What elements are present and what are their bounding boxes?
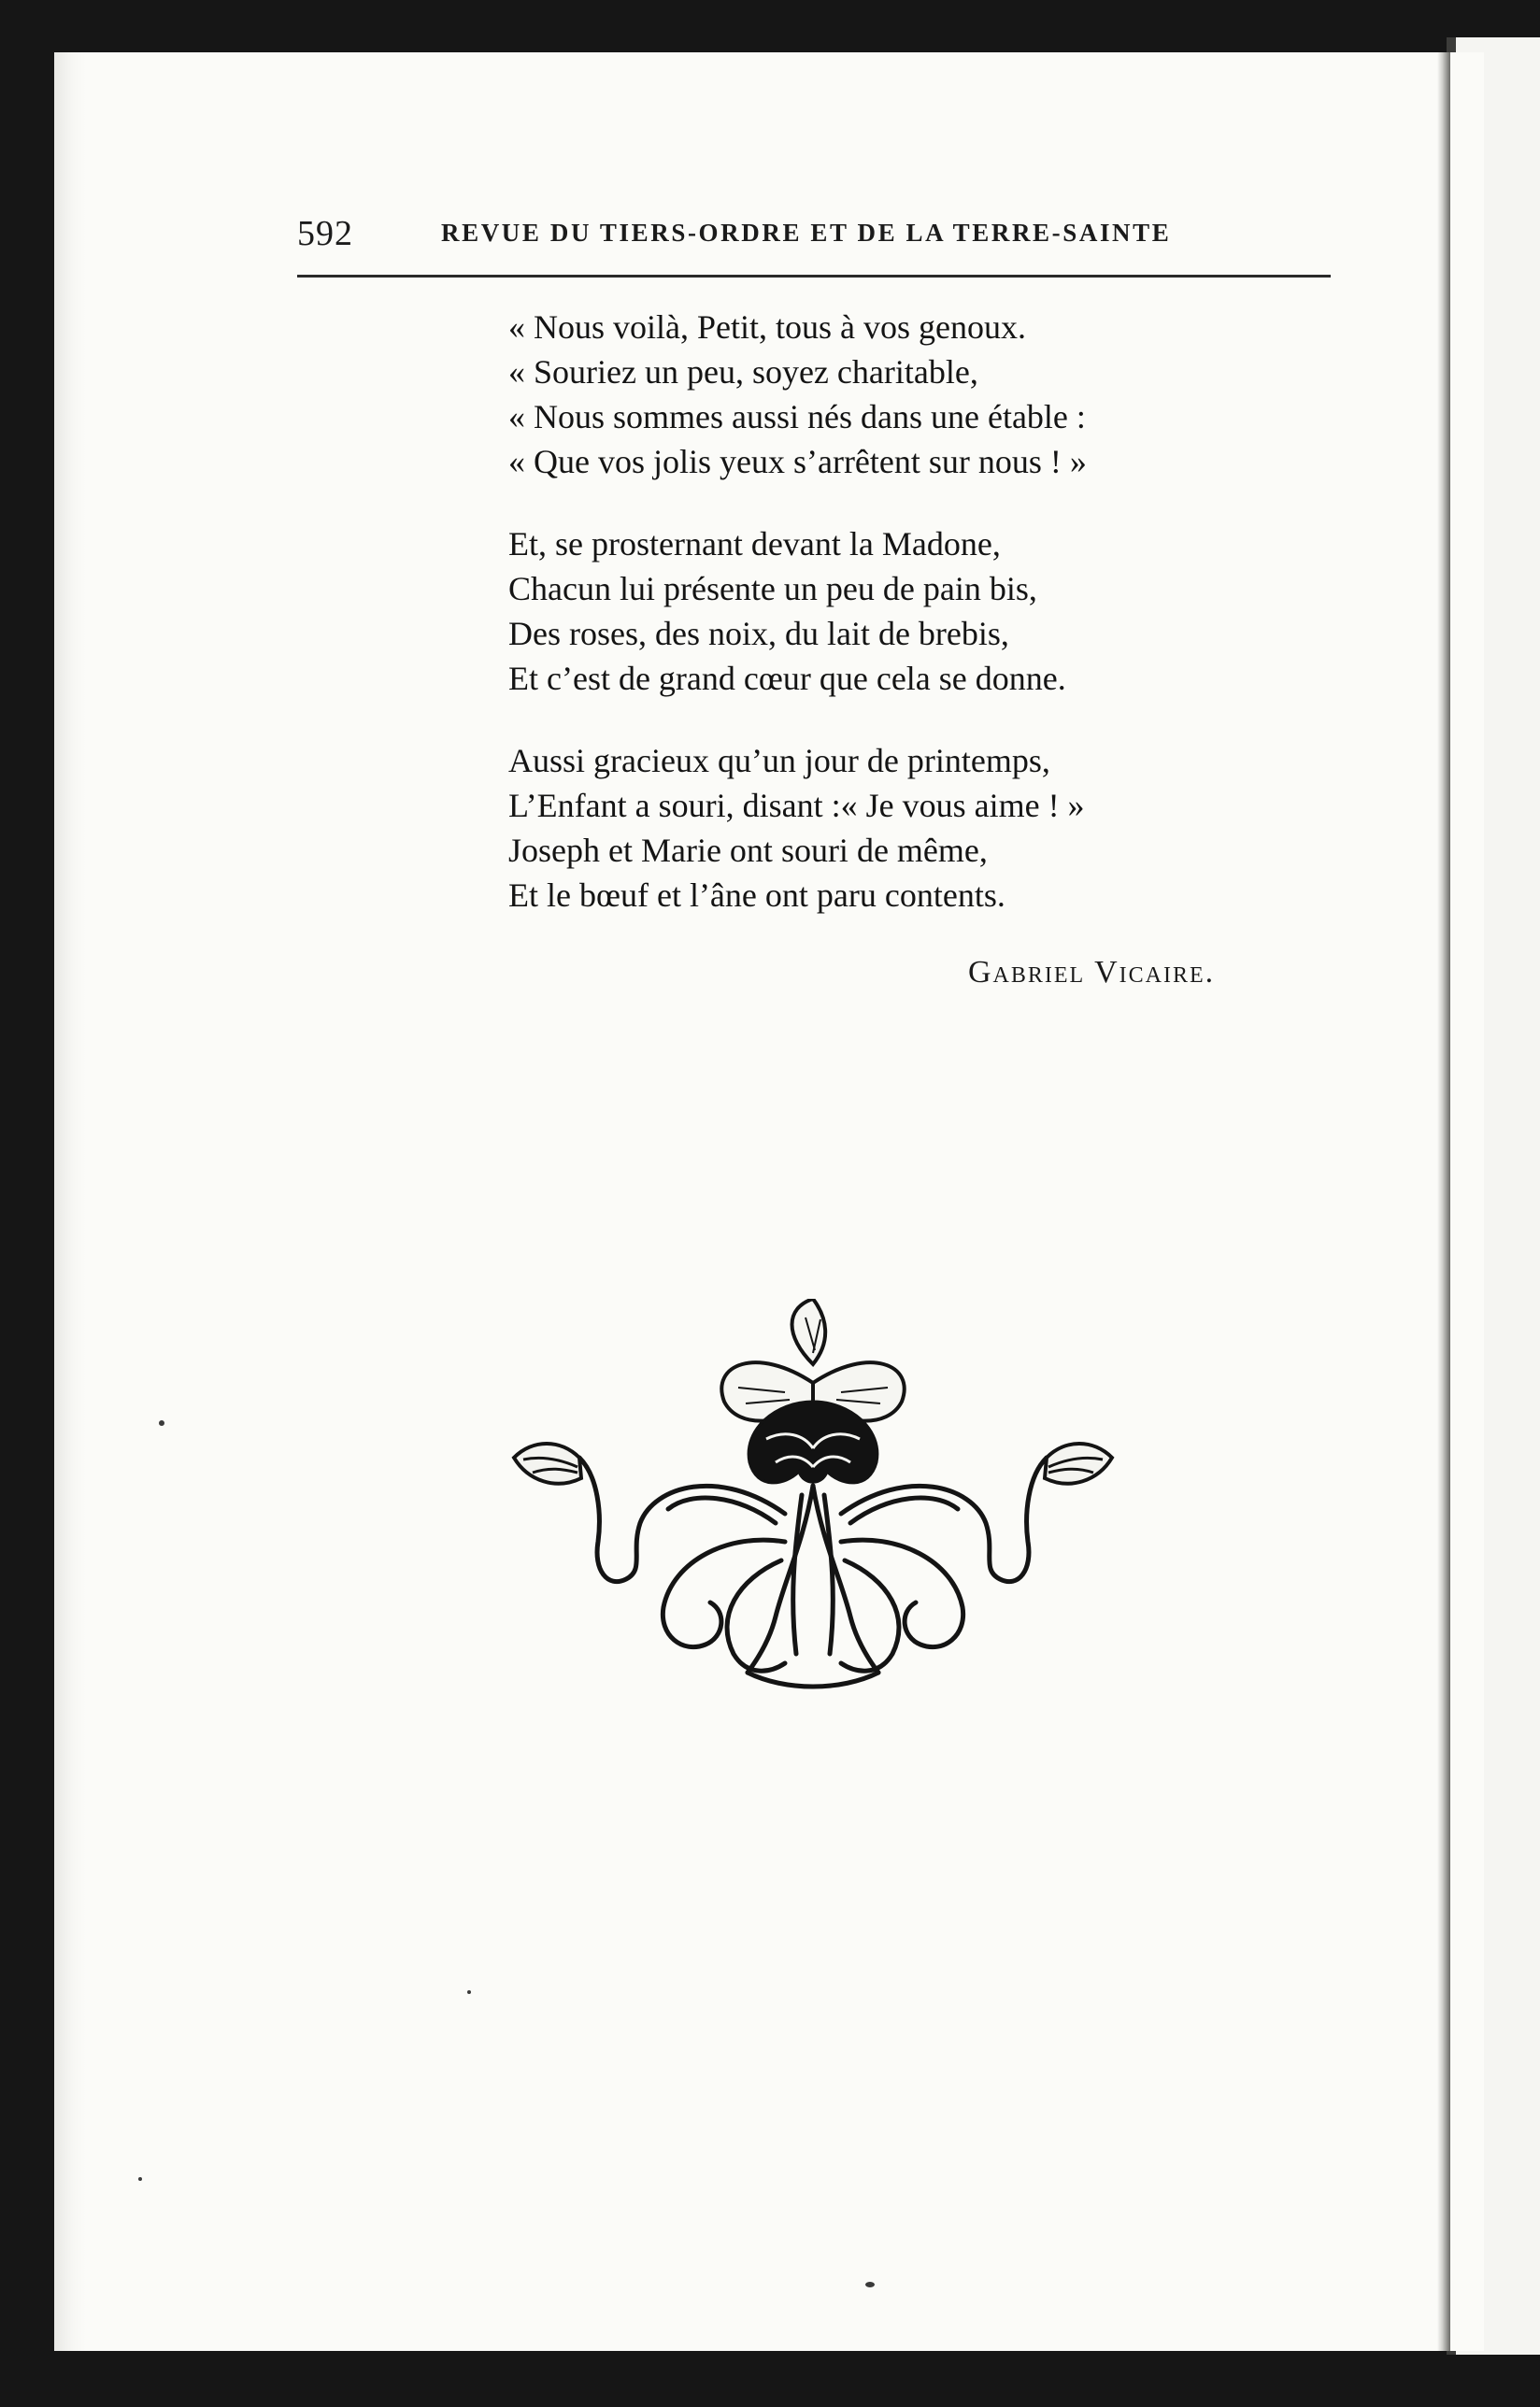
scan-speck (159, 1420, 164, 1426)
running-title: REVUE DU TIERS-ORDRE ET DE LA TERRE-SAINTE (441, 219, 1172, 247)
page-right-edge (1437, 52, 1450, 2351)
verse-line: Et le bœuf et l’âne ont paru contents. (508, 876, 1005, 914)
verse-line: « Nous sommes aussi nés dans une étable : (508, 398, 1086, 435)
stanza-2 (508, 521, 1275, 701)
verse-line: Aussi gracieux qu’un jour de printemps, (508, 742, 1050, 779)
page-number: 592 (297, 214, 353, 253)
page-left-edge (54, 52, 86, 2351)
stanza-3 (508, 738, 1275, 918)
header-rule (297, 275, 1331, 278)
verse-line: Et, se prosternant devant la Madone, (508, 525, 1001, 563)
verse-line: L’Enfant a souri, disant :« Je vous aime ! » (508, 787, 1085, 824)
scan-speck (138, 2177, 142, 2181)
verse-line: Joseph et Marie ont souri de même, (508, 832, 988, 869)
stanza-1 (508, 305, 1275, 484)
orchid-tailpiece-icon (505, 1299, 1121, 1701)
poem (508, 305, 1275, 955)
verse-line: « Nous voilà, Petit, tous à vos genoux. (508, 308, 1026, 346)
verse-line: Des roses, des noix, du lait de brebis, (508, 615, 1009, 652)
author-signature: Gabriel Vicaire. (968, 955, 1216, 990)
verse-line: « Souriez un peu, soyez charitable, (508, 353, 978, 391)
scan-speck (865, 2282, 875, 2287)
running-head (297, 213, 1334, 258)
scan-speck (467, 1990, 471, 1994)
verse-line: Et c’est de grand cœur que cela se donne. (508, 660, 1066, 697)
verse-line: « Que vos jolis yeux s’arrêtent sur nous ! » (508, 443, 1087, 480)
verse-line: Chacun lui présente un peu de pain bis, (508, 570, 1037, 607)
